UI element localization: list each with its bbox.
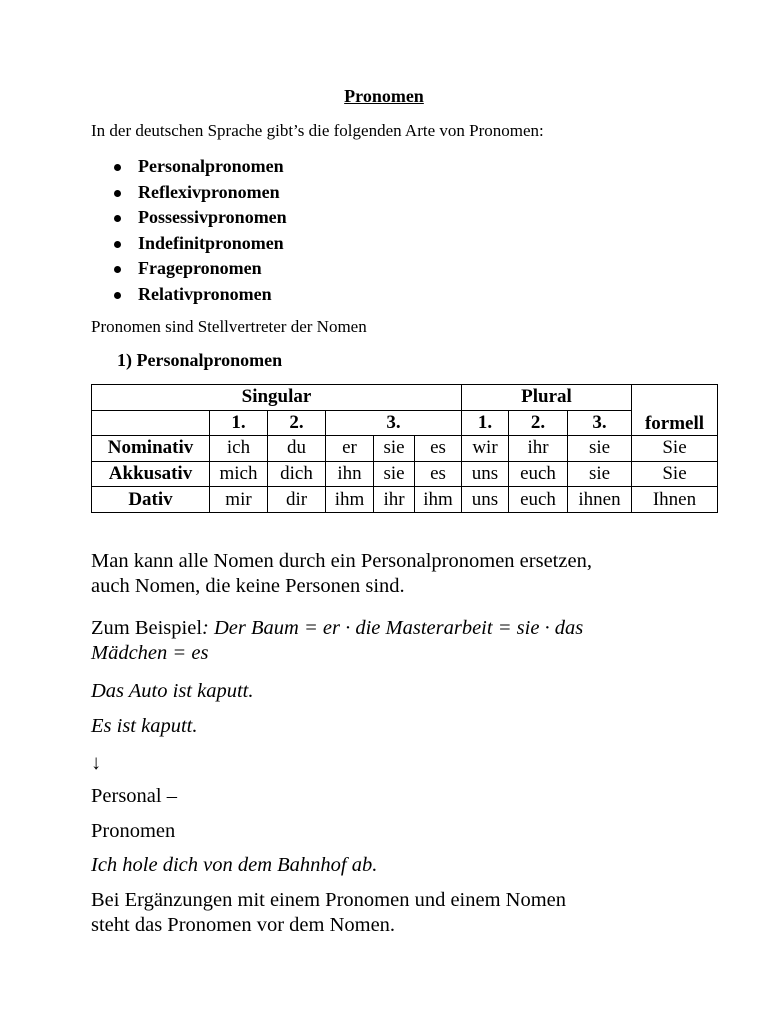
- table-cell: euch: [509, 461, 568, 487]
- paragraph-line: Bei Ergänzungen mit einem Pronomen und einem Nomen: [91, 889, 567, 911]
- example-lead: Zum Beispiel: [91, 617, 203, 639]
- person-header: 2.: [268, 410, 326, 436]
- table-row: [92, 385, 718, 411]
- plural-header: Plural: [462, 385, 632, 411]
- list-item: Personalpronomen: [112, 154, 287, 180]
- list-item: Fragepronomen: [112, 256, 287, 282]
- pronoun-types-list: [112, 154, 287, 308]
- table-cell: uns: [462, 461, 509, 487]
- page-title: Pronomen: [344, 86, 424, 106]
- table-row: [92, 487, 718, 513]
- table-cell: es: [415, 461, 462, 487]
- down-arrow-icon: ↓: [91, 752, 102, 774]
- person-header: 2.: [509, 410, 568, 436]
- table-cell: uns: [462, 487, 509, 513]
- table-cell: sie: [568, 461, 632, 487]
- table-cell: ihn: [326, 461, 374, 487]
- table-row: [92, 436, 718, 462]
- person-header: 1.: [462, 410, 509, 436]
- example-sentence: Es ist kaputt.: [91, 715, 198, 737]
- list-item: Indefinitpronomen: [112, 231, 287, 257]
- table-cell: [92, 410, 210, 436]
- table-cell: es: [415, 436, 462, 462]
- section-heading: 1) Personalpronomen: [117, 350, 283, 370]
- formell-header: formell: [632, 385, 718, 436]
- case-label: Nominativ: [92, 436, 210, 462]
- list-item: Relativpronomen: [112, 282, 287, 308]
- example-sentence: Das Auto ist kaputt.: [91, 680, 254, 702]
- table-row: [92, 410, 718, 436]
- table-cell: Sie: [632, 461, 718, 487]
- table-cell: ihm: [326, 487, 374, 513]
- table-cell: Ihnen: [632, 487, 718, 513]
- intro-text: In der deutschen Sprache gibt’s die folgenden Arte von Pronomen:: [91, 121, 544, 140]
- table-cell: euch: [509, 487, 568, 513]
- paragraph-line: auch Nomen, die keine Personen sind.: [91, 575, 405, 597]
- table-cell: ihnen: [568, 487, 632, 513]
- paragraph: [91, 549, 592, 599]
- table-cell: ihr: [509, 436, 568, 462]
- example-text: : Der Baum = er · die Masterarbeit = sie · das: [202, 617, 584, 639]
- table-cell: er: [326, 436, 374, 462]
- table-cell: mich: [210, 461, 268, 487]
- list-item: Reflexivpronomen: [112, 180, 287, 206]
- paragraph-line: Man kann alle Nomen durch ein Personalpronomen ersetzen,: [91, 550, 592, 572]
- table-cell: dir: [268, 487, 326, 513]
- table-row: [92, 461, 718, 487]
- list-item: Possessivpronomen: [112, 205, 287, 231]
- example-block: [91, 616, 583, 666]
- table-cell: ich: [210, 436, 268, 462]
- person-header: 1.: [210, 410, 268, 436]
- table-cell: ihr: [374, 487, 415, 513]
- pronomen-label: Pronomen: [91, 820, 176, 842]
- paragraph-line: steht das Pronomen vor dem Nomen.: [91, 914, 396, 936]
- personal-pronoun-table: [91, 384, 718, 513]
- paragraph: [91, 888, 566, 938]
- singular-header: Singular: [92, 385, 462, 411]
- definition-text: Pronomen sind Stellvertreter der Nomen: [91, 317, 367, 336]
- table-cell: mir: [210, 487, 268, 513]
- table-cell: du: [268, 436, 326, 462]
- person-header: 3.: [326, 410, 462, 436]
- table-cell: dich: [268, 461, 326, 487]
- example-line: Mädchen = es: [91, 642, 209, 664]
- table-cell: wir: [462, 436, 509, 462]
- personal-label: Personal –: [91, 785, 177, 807]
- table-cell: ihm: [415, 487, 462, 513]
- table-cell: sie: [568, 436, 632, 462]
- case-label: Dativ: [92, 487, 210, 513]
- case-label: Akkusativ: [92, 461, 210, 487]
- person-header: 3.: [568, 410, 632, 436]
- example-sentence: Ich hole dich von dem Bahnhof ab.: [91, 854, 378, 876]
- table-cell: sie: [374, 436, 415, 462]
- example-line: [91, 616, 583, 641]
- table-cell: Sie: [632, 436, 718, 462]
- table-cell: sie: [374, 461, 415, 487]
